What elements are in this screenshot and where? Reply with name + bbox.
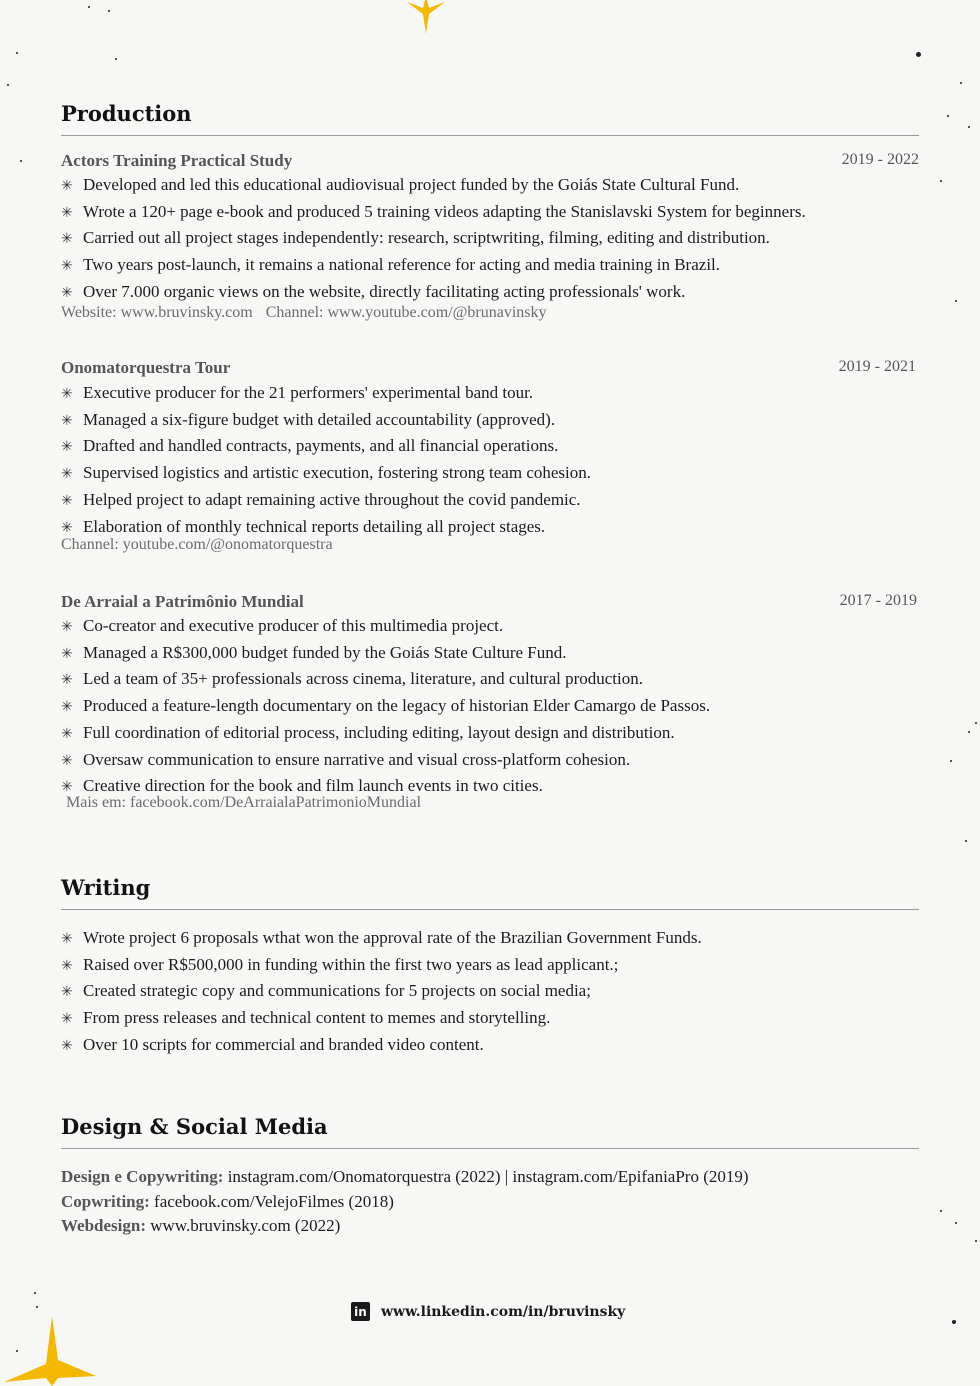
asterisk-bullet-icon: ✳ xyxy=(61,285,73,301)
asterisk-bullet-icon: ✳ xyxy=(61,493,73,509)
list-item: ✳ Over 7.000 organic views on the website, directly facilitating acting professionals' work. xyxy=(61,280,806,307)
job-title: De Arraial a Patrimônio Mundial xyxy=(61,592,304,611)
linkedin-icon: in xyxy=(351,1302,370,1321)
job-date: 2017 - 2019 xyxy=(839,592,917,609)
list-item: ✳ Supervised logistics and artistic execution, fostering strong team cohesion. xyxy=(61,461,591,488)
design-links[interactable]: instagram.com/Onomatorquestra (2022) | instagram.com/EpifaniaPro (2019) xyxy=(223,1167,749,1186)
list-item: ✳ Two years post-launch, it remains a national reference for acting and media training in Brazil. xyxy=(61,253,806,280)
list-item: ✳ From press releases and technical content to memes and storytelling. xyxy=(61,1006,702,1033)
list-item: ✳ Carried out all project stages independently: research, scriptwriting, filming, editing and distribution. xyxy=(61,226,806,253)
list-item: ✳ Developed and led this educational audiovisual project funded by the Goiás State Cultural Fund. xyxy=(61,173,806,200)
linkedin-url[interactable]: www.linkedin.com/in/bruvinsky xyxy=(381,1303,626,1320)
list-item: ✳ Led a team of 35+ professionals across cinema, literature, and cultural production. xyxy=(61,667,710,694)
channel-link[interactable]: Channel: youtube.com/@onomatorquestra xyxy=(61,536,333,553)
asterisk-bullet-icon: ✳ xyxy=(61,620,73,635)
list-item: ✳ Oversaw communication to ensure narrative and visual cross-platform cohesion. xyxy=(61,748,710,775)
asterisk-bullet-icon: ✳ xyxy=(61,726,73,742)
list-item: ✳ Over 10 scripts for commercial and branded video content. xyxy=(61,1033,702,1060)
job-title: Onomatorquestra Tour xyxy=(61,358,231,377)
asterisk-bullet-icon: ✳ xyxy=(61,232,73,248)
facebook-link[interactable]: Mais em: facebook.com/DeArraialaPatrimonioMundial xyxy=(66,794,422,811)
linkedin-footer[interactable] xyxy=(351,1302,625,1321)
job-title: Actors Training Practical Study xyxy=(61,151,293,170)
job-links xyxy=(61,304,546,322)
design-links[interactable]: www.bruvinsky.com (2022) xyxy=(146,1216,341,1236)
list-item: ✳ Produced a feature-length documentary on the legacy of historian Elder Camargo de Passos. xyxy=(61,694,710,721)
job-date: 2019 - 2021 xyxy=(838,358,916,375)
list-item: ✳ Co-creator and executive producer of this multimedia project. xyxy=(61,614,710,641)
website-link[interactable]: Website: www.bruvinsky.com xyxy=(61,304,253,321)
list-item: ✳ Raised over R$500,000 in funding within the first two years as lead applicant.; xyxy=(61,953,702,980)
asterisk-bullet-icon: ✳ xyxy=(61,1012,73,1028)
job-links xyxy=(61,536,333,554)
list-item: ✳ Wrote project 6 proposals wthat won the approval rate of the Brazilian Government Funds. xyxy=(61,926,702,953)
list-item: ✳ Elaboration of monthly technical reports detailing all project stages. xyxy=(61,515,591,542)
asterisk-bullet-icon: ✳ xyxy=(61,520,73,536)
asterisk-bullet-icon: ✳ xyxy=(61,780,73,796)
design-heading: Design & Social Media xyxy=(61,1114,919,1149)
asterisk-bullet-icon: ✳ xyxy=(61,179,73,194)
list-item: ✳ Drafted and handled contracts, payments, and all financial operations. xyxy=(61,434,591,461)
list-item: ✳ Managed a R$300,000 budget funded by the Goiás State Culture Fund. xyxy=(61,641,710,668)
asterisk-bullet-icon: ✳ xyxy=(61,958,73,974)
asterisk-bullet-icon: ✳ xyxy=(61,467,73,483)
asterisk-bullet-icon: ✳ xyxy=(61,673,73,689)
asterisk-bullet-icon: ✳ xyxy=(61,1038,73,1054)
design-lines xyxy=(61,1165,749,1239)
production-heading: Production xyxy=(61,101,919,136)
design-line: Webdesign: www.bruvinsky.com (2022) xyxy=(61,1216,341,1236)
writing-bullets xyxy=(61,926,702,1060)
job-links xyxy=(66,794,421,812)
asterisk-bullet-icon: ✳ xyxy=(61,387,73,402)
list-item: ✳ Wrote a 120+ page e-book and produced 5 training videos adapting the Stanislavski System for beginners. xyxy=(61,200,806,227)
channel-link[interactable]: Channel: www.youtube.com/@brunavinsky xyxy=(265,304,547,321)
list-item: ✳ Helped project to adapt remaining active throughout the covid pandemic. xyxy=(61,488,591,515)
asterisk-bullet-icon: ✳ xyxy=(61,413,73,429)
asterisk-bullet-icon: ✳ xyxy=(61,985,73,1001)
design-links[interactable]: facebook.com/VelejoFilmes (2018) xyxy=(149,1191,394,1211)
asterisk-bullet-icon: ✳ xyxy=(61,753,73,769)
star-decoration-bottom-icon xyxy=(0,1316,100,1386)
job-bullets xyxy=(61,381,591,541)
list-item: ✳ Managed a six-figure budget with detailed accountability (approved). xyxy=(61,408,591,435)
asterisk-bullet-icon: ✳ xyxy=(61,440,73,456)
design-line: Copwriting: facebook.com/VelejoFilmes (2018) xyxy=(61,1191,394,1211)
writing-heading: Writing xyxy=(61,875,919,910)
asterisk-bullet-icon: ✳ xyxy=(61,205,73,221)
asterisk-bullet-icon: ✳ xyxy=(61,700,73,716)
star-decoration-top-icon xyxy=(405,0,447,34)
job-bullets xyxy=(61,614,710,801)
job-bullets xyxy=(61,173,806,307)
asterisk-bullet-icon: ✳ xyxy=(61,932,73,947)
list-item: ✳ Creative direction for the book and film launch events in two cities. xyxy=(61,774,710,801)
list-item: ✳ Created strategic copy and communications for 5 projects on social media; xyxy=(61,979,702,1006)
design-line: Design e Copywriting: instagram.com/Onomatorquestra (2022) | instagram.com/EpifaniaPro (2019) xyxy=(61,1167,749,1186)
asterisk-bullet-icon: ✳ xyxy=(61,646,73,662)
asterisk-bullet-icon: ✳ xyxy=(61,259,73,275)
list-item: ✳ Executive producer for the 21 performers' experimental band tour. xyxy=(61,381,591,408)
list-item: ✳ Full coordination of editorial process, including editing, layout design and distribution. xyxy=(61,721,710,748)
job-date: 2019 - 2022 xyxy=(841,151,919,168)
